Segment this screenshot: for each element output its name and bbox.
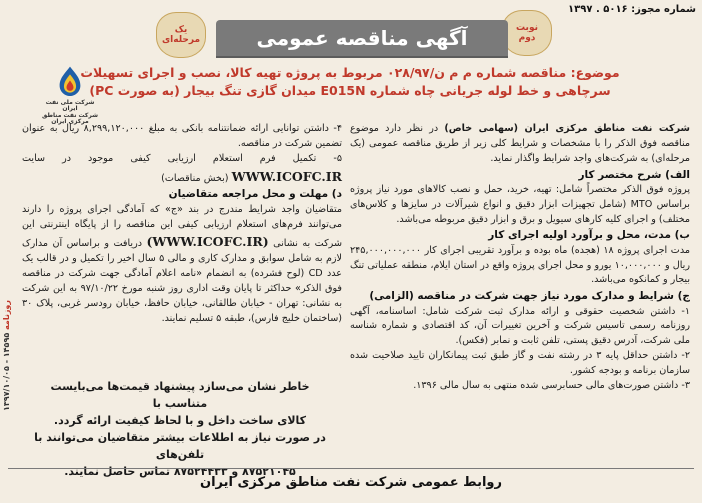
intro-paragraph — [350, 122, 690, 167]
website-link-2[interactable]: (WWW.ICOFC.IR) — [146, 234, 269, 250]
subject-line1 — [10, 64, 690, 82]
turn-badge-line2: دوم — [518, 33, 536, 43]
section-a-heading: الف) شرح مختصر کار — [578, 168, 690, 181]
item-5-text: ۵- تکمیل فرم استعلام ارزیابی کیفی موجود در سایت — [22, 152, 342, 164]
intro-text: در نظر دارد موضوع مناقصه فوق الذکر را با مشخصات و شرایط کلی زیر از طریق مناقصه عمومی (یک مرحله‌ای) به شرکت‌های واجد شرایط واگذار نماید. — [350, 123, 690, 164]
section-d-text-1: متقاضیان واجد شرایط مندرج در بند «ج» که آمادگی اجرای پروژه را دارند می‌توانند فرم‌های استعلام ارزیابی کیفی این مناقصه را از پایگاه اینترنتی این شرکت به نشانی — [22, 203, 342, 250]
section-c-heading: ج) شرایط و مدارک مورد نیاز جهت شرکت در مناقصه (الزامی) — [369, 290, 690, 303]
section-c-item-2: ۲- داشتن حداقل پایه ۳ در رشته نفت و گاز طبق ثبت پیمانکاران تایید صلاحیت شده سازمان برنامه و بودجه کشور. — [350, 350, 690, 376]
section-a-text: پروژه فوق الذکر مختصراً شامل: تهیه، خرید، حمل و نصب کالاهای مورد نیاز پروژه براساس MTO (شامل تجهیزات ابزار دقیق و انواع شیرآلات در سایزها و کلاس‌های مختلف) و اجرای کلیه کارهای سیویل و برق و ابزار دقیق مربوطه می‌باشد. — [350, 183, 690, 225]
closing-line-2: کالای ساخت داخل و با لحاظ کیفیت ارائه گردد. — [53, 414, 307, 428]
closing-line-4: ۸۷۵۲۱۰۴۵ و ۸۷۵۲۴۴۳۳ تماس حاصل نمایند. — [64, 465, 296, 479]
section-c-item-5 — [22, 152, 342, 187]
closing-line-3: در صورت نیاز به اطلاعات بیشتر متقاضیان می‌توانند با تلفن‌های — [34, 431, 326, 462]
newspaper-code: ۱۴۵۹۵ - ۱۳۹۷/۱۰/۰۵ — [2, 332, 11, 412]
section-c-item-1: ۱- داشتن شخصیت حقوقی و ارائه مدارک ثبت شرکت شامل: اساسنامه، آگهی روزنامه رسمی تاسیس شرکت و آخرین تغییرات آن، کد اقتصادی و شماره شناسه ملی شرکت، آدرس دقیق پستی، تلفن ثابت و نمابر (فکس). — [350, 305, 690, 347]
subject-text-1: مناقصه شماره م م ن/۰۲۸/۹۷ مربوط به پروژه تهیه کالا، نصب و اجرای تسهیلات — [80, 65, 567, 80]
page-title: آگهی مناقصه عمومی — [256, 26, 468, 50]
subject-text-2: سرچاهی و خط لوله جریانی چاه شماره E015N میدان گازی تنگ بیجار (به صورت PC) — [89, 83, 611, 99]
closing-line-1: خاطر نشان می‌سازد پیشنهاد قیمت‌ها می‌بایست متناسب با — [50, 380, 310, 411]
title-banner — [216, 20, 508, 56]
footer-signature: روابط عمومی شرکت نفت مناطق مرکزی ایران — [8, 468, 694, 495]
section-d-heading: د) مهلت و محل مراجعه متقاضیان — [168, 188, 342, 201]
flame-emblem-icon — [50, 64, 90, 99]
closing-note — [30, 378, 330, 480]
nioc-logo — [40, 64, 100, 126]
permit-number: شماره مجوز: ۵۰۱۶ . ۱۳۹۷ — [568, 4, 696, 15]
subject-prefix: موضوع: — [570, 65, 620, 80]
section-c-item-3: ۳- داشتن صورت‌های مالی حسابرسی شده منتهی به سال مالی ۱۳۹۶. — [413, 379, 690, 391]
section-c-item-4: ۴- داشتن توانایی ارائه ضمانتنامه بانکی به مبلغ ۸,۲۹۹,۱۲۰,۰۰۰ ریال به عنوان تضمین شرکت در مناقصه. — [22, 123, 342, 149]
logo-caption-line2: شرکت نفت مناطق مرکزی ایران — [41, 111, 99, 126]
turn-badge-line1: نوبت — [516, 22, 538, 33]
section-d-text-2: دریافت و براساس آن مدارک لازم به شامل سوابق و مدارک کاری و مالی ۵ سال اخیر را تکمیل و در قالب یک عدد CD (لوح فشرده) به انضمام «نامه اعلام آمادگی جهت شرکت در مناقصه فوق الذکر» حداکثر تا پایان وقت اداری روز شنبه مورخ ۹۷/۱۰/۲۲ به این شرکت به نشانی: تهران - خیابان طالقانی، خیابان حافظ، خیابان رودسر غربی، پلاک ۳۰ (ساختمان خلیج فارس)، طبقه ۵ تسلیم نمایند. — [22, 238, 343, 324]
website-link[interactable]: WWW.ICOFC.IR — [231, 168, 342, 184]
stage-badge — [156, 12, 206, 58]
right-column — [350, 122, 690, 394]
newspaper-strip — [2, 300, 16, 450]
section-b-text: مدت اجرای پروژه ۱۸ (هجده) ماه بوده و برآورد تقریبی اجرای کار ۲۴۵,۰۰۰,۰۰۰,۰۰۰ ریال و ۱۰,۰۰۰,۰۰۰ یورو و محل اجرای پروژه واقع در استان ایلام، منطقه عملیاتی تنگ بیجار و کمانکوه می‌باشد. — [350, 244, 690, 286]
item-5-tail: (بخش مناقصات) — [161, 172, 229, 184]
newspaper-label: روزنامه — [2, 300, 11, 330]
section-b-heading: ب) مدت، محل و برآورد اولیه اجرای کار — [488, 229, 690, 242]
stage-badge-line1: یک — [174, 24, 188, 35]
logo-caption-line1: شرکت ملی نفت ایران — [45, 98, 95, 113]
company-name: شرکت نفت مناطق مرکزی ایران (سهامی خاص) — [444, 123, 690, 134]
subject-heading — [10, 64, 690, 100]
section-d-text — [22, 203, 342, 327]
left-column — [22, 122, 342, 327]
turn-badge — [502, 10, 552, 56]
stage-badge-line2: مرحله‌ای — [161, 35, 201, 45]
